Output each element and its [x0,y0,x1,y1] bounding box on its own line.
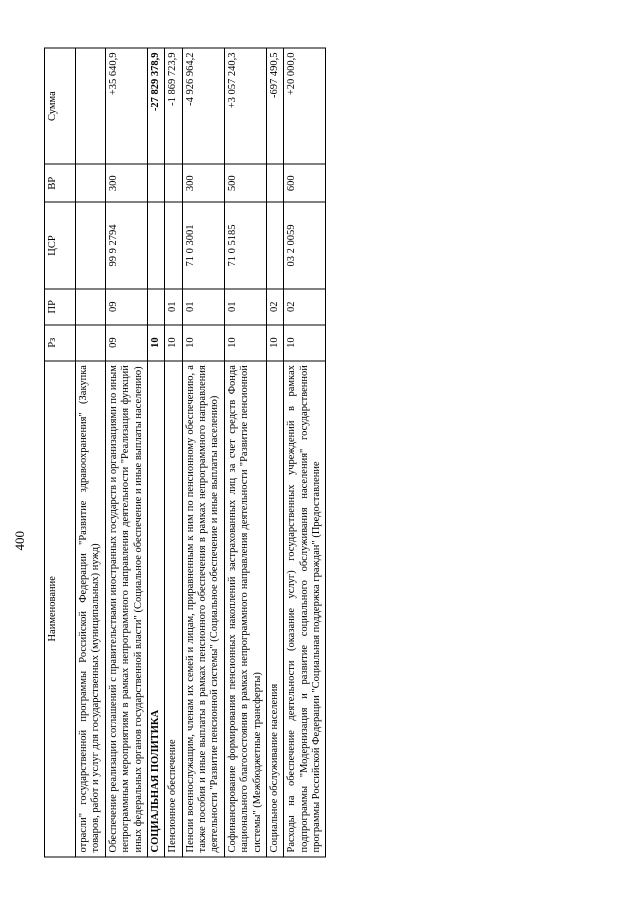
column-header-sum: Сумма [45,48,76,164]
cell-vr: 300 [105,164,147,202]
cell-csr: 71 0 5185 [224,202,266,289]
table-header-row [45,48,76,857]
column-header-name: Наименование [45,360,76,856]
cell-pr: 02 [266,288,283,324]
cell-pr: 02 [284,288,326,324]
cell-pr: 01 [224,288,266,324]
cell-name: Пенсионное обеспечение [165,360,182,856]
cell-sum: -4 926 964,2 [182,48,224,164]
cell-rz [76,324,106,360]
cell-rz: 10 [224,324,266,360]
cell-sum: -1 869 723,9 [165,48,182,164]
cell-name: Социальное обслуживание населения [266,360,283,856]
table-header [45,48,76,857]
cell-name: Пенсии военнослужащим, членам их семей и лицам, приравненным к ним по пенсионному обеспечению, а также пособия и иные выплаты в рамках пенсионного обеспечения в рамках непрограммного направления деятельности "Развитие пенсионной системы" (Социальное обеспечение и иные выплаты населению) [182,360,224,856]
cell-csr [266,202,283,289]
table-row [76,48,106,857]
cell-vr: 600 [284,164,326,202]
cell-rz: 09 [105,324,147,360]
cell-csr [165,202,182,289]
cell-sum [76,48,106,164]
table-row [224,48,266,857]
cell-csr [147,202,164,289]
cell-name: Расходы на обеспечение деятельности (оказание услуг) государственных учреждений в рамках подпрограммы "Модернизация и развитие социального обслуживания населения" государственной программы Российской Федерации "Социальная поддержка граждан" (Предоставление [284,360,326,856]
table-row-section [147,48,164,857]
table-row [284,48,326,857]
cell-pr: 01 [165,288,182,324]
column-header-csr: ЦСР [45,202,76,289]
table-body [76,48,326,857]
cell-name: Софинансирование формирования пенсионных накоплений застрахованных лиц за счет средств Фонда национального благосостояния в рамках непрограммного направления деятельности "Развитие пенсионной системы" (Межбюджетные трансферты) [224,360,266,856]
cell-sum: +35 640,9 [105,48,147,164]
cell-name: СОЦИАЛЬНАЯ ПОЛИТИКА [147,360,164,856]
page-number: 400 [12,530,27,550]
cell-name: Обеспечение реализации соглашений с правительствами иностранных государств и организациями по иным непрограммным мероприятиям в рамках непрограммного направления деятельности "Реализация функций иных федеральных органов государственной власти" (Социальное обеспечение и иные выплаты населению) [105,360,147,856]
cell-rz: 10 [165,324,182,360]
cell-pr [147,288,164,324]
column-header-rz: Рз [45,324,76,360]
cell-vr [266,164,283,202]
cell-sum: -697 490,5 [266,48,283,164]
cell-rz: 10 [182,324,224,360]
cell-pr: 01 [182,288,224,324]
cell-vr: 300 [182,164,224,202]
cell-pr: 09 [105,288,147,324]
cell-name: отрасли" государственной программы Российской Федерации "Развитие здравоохранения" (Закупка товаров, работ и услуг для государственных (муниципальных) нужд) [76,360,106,856]
table-row [266,48,283,857]
cell-vr: 500 [224,164,266,202]
column-header-vr: ВР [45,164,76,202]
cell-sum: +20 000,0 [284,48,326,164]
cell-vr [76,164,106,202]
cell-rz: 10 [266,324,283,360]
cell-sum: -27 829 378,9 [147,48,164,164]
table-row [182,48,224,857]
cell-csr: 71 0 3001 [182,202,224,289]
cell-vr [147,164,164,202]
cell-pr [76,288,106,324]
budget-table [44,47,326,857]
table-row [105,48,147,857]
cell-vr [165,164,182,202]
column-header-pr: ПР [45,288,76,324]
table-row [165,48,182,857]
cell-csr [76,202,106,289]
cell-sum: +3 057 240,3 [224,48,266,164]
cell-csr: 03 2 0059 [284,202,326,289]
cell-rz: 10 [147,324,164,360]
cell-rz: 10 [284,324,326,360]
cell-csr: 99 9 2794 [105,202,147,289]
